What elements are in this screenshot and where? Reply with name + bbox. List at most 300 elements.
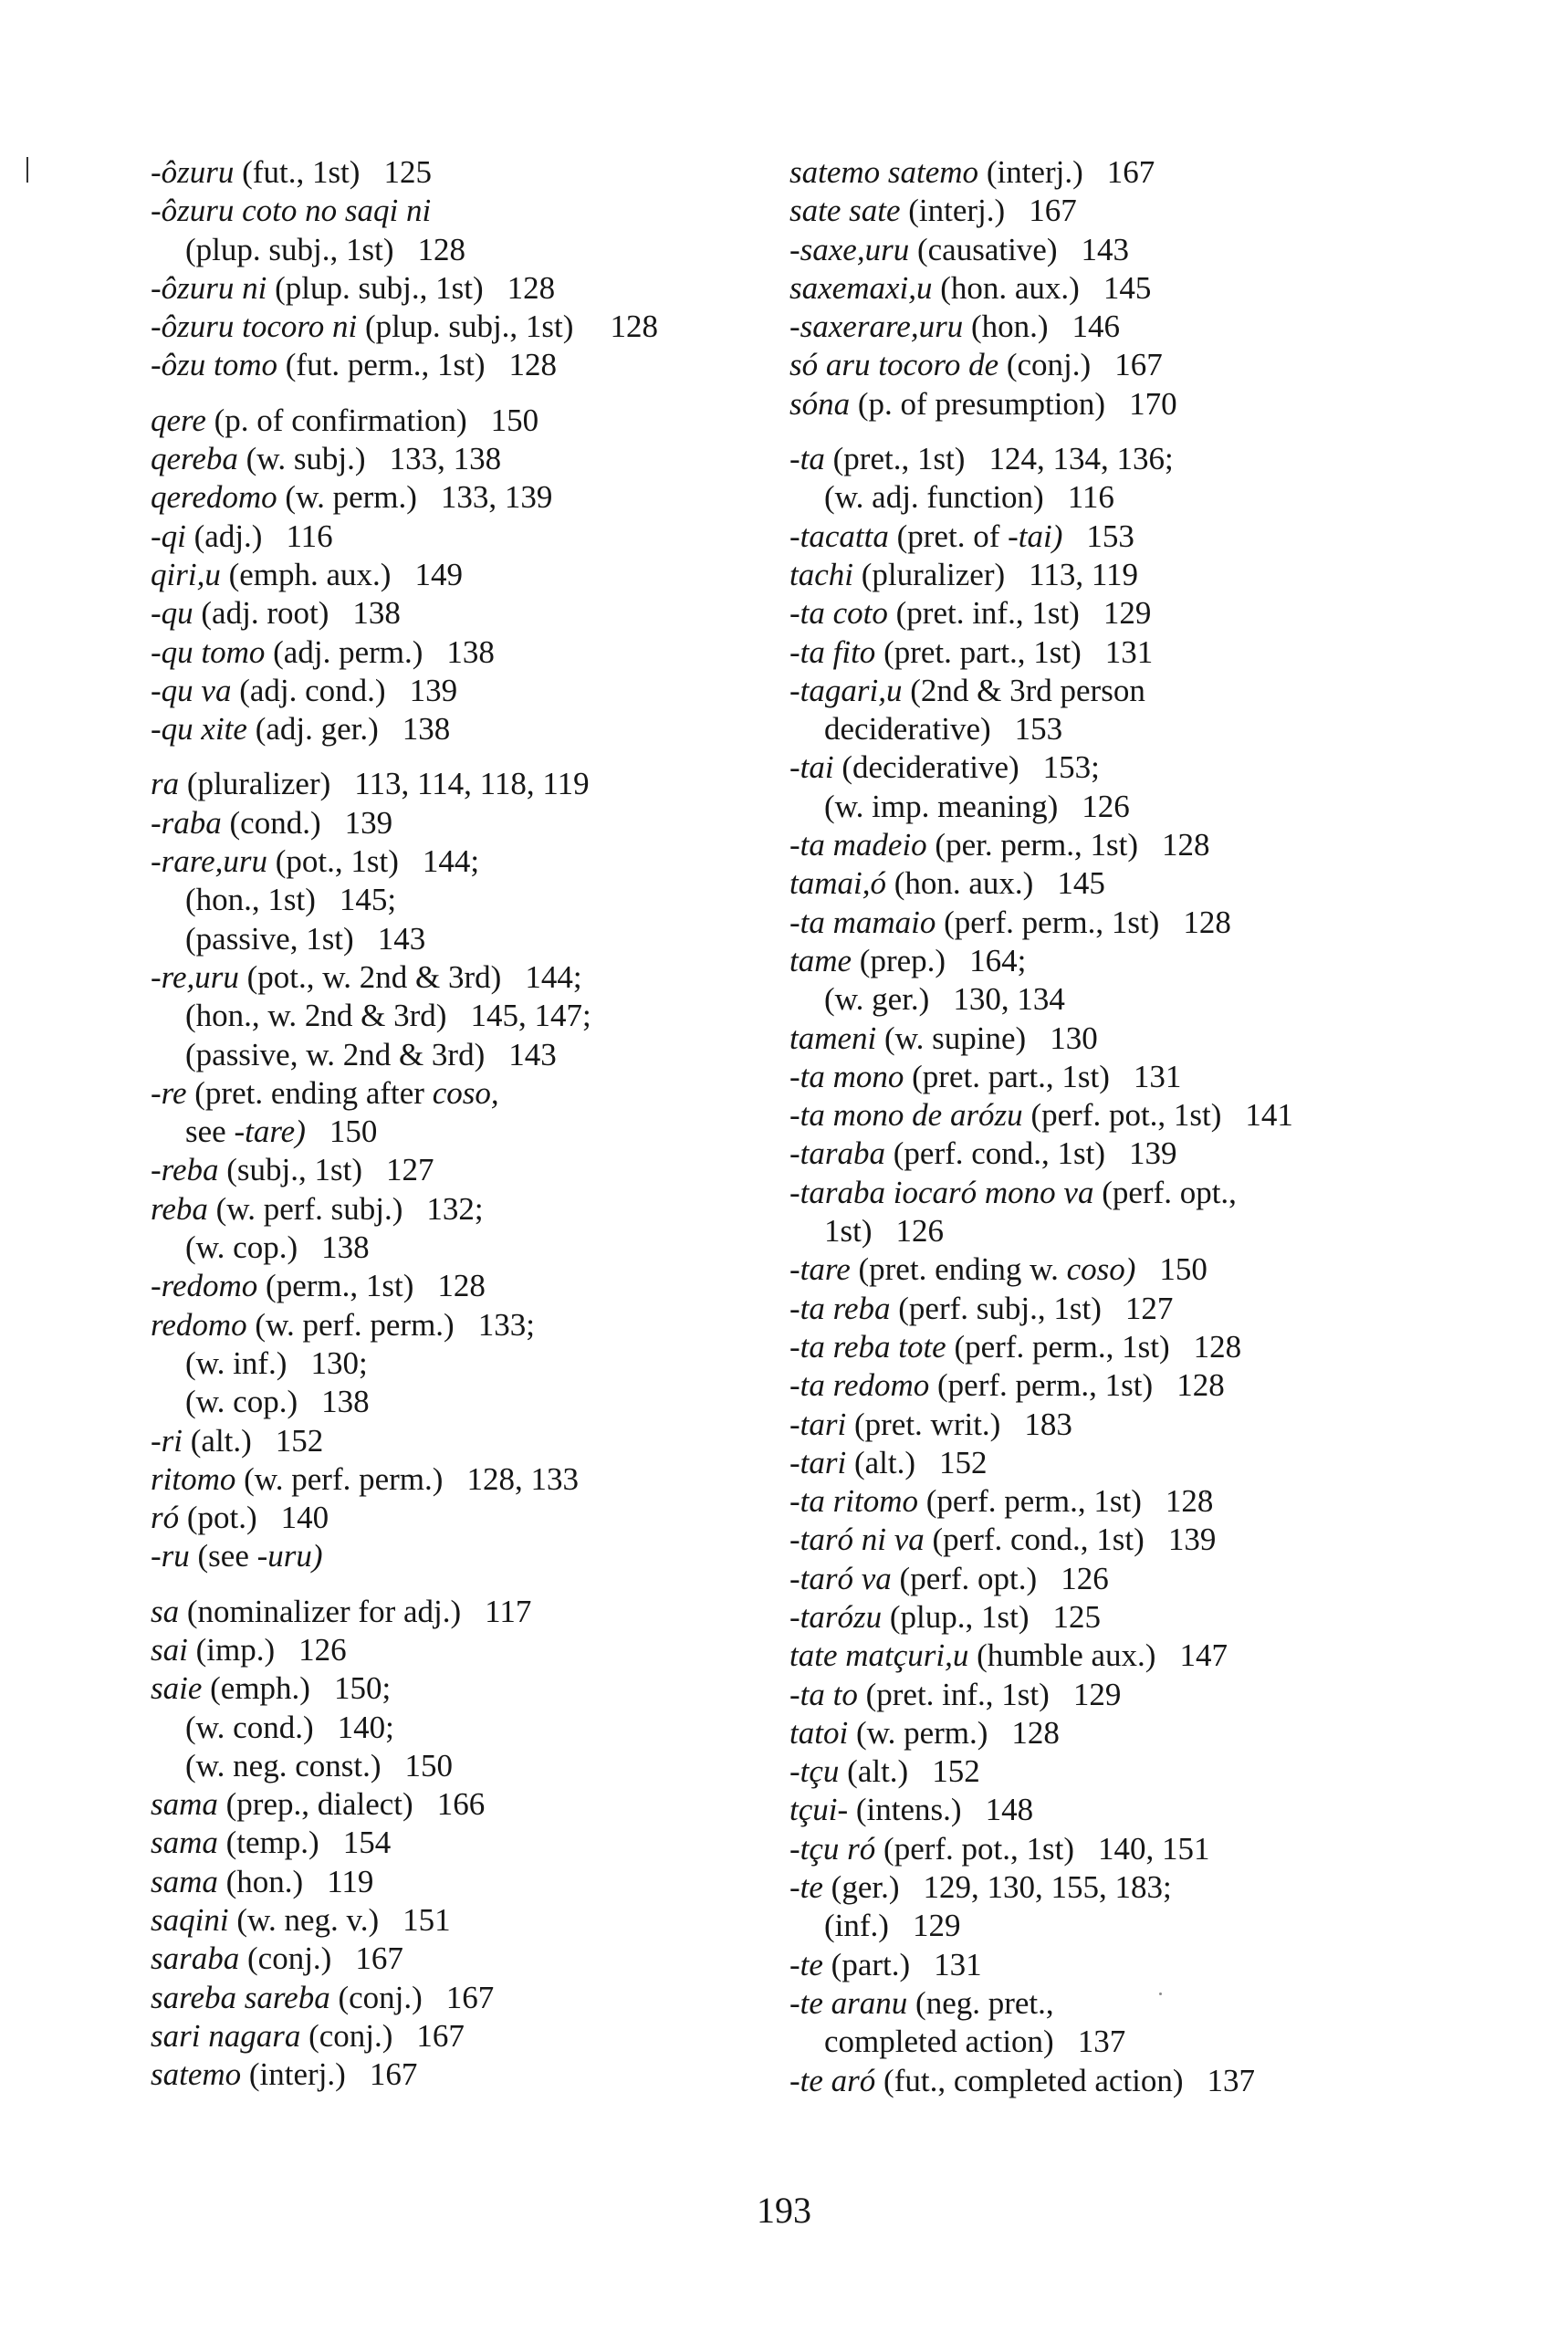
index-entry xyxy=(789,826,1538,864)
entry-reference: -tare) xyxy=(234,1114,306,1150)
entry-headword: -te xyxy=(789,1869,823,1906)
entry-pages: 126 xyxy=(895,1213,944,1250)
entry-pages: 154 xyxy=(342,1825,392,1861)
entry-pages: 149 xyxy=(414,556,463,592)
index-entry xyxy=(151,346,789,384)
entry-pages: 150 xyxy=(490,402,539,438)
entry-pages: 147 xyxy=(1179,1637,1228,1674)
index-entry xyxy=(151,710,789,748)
index-entry xyxy=(151,881,789,919)
entry-pages: 141 xyxy=(1245,1097,1293,1134)
entry-description: (w. subj.) xyxy=(246,441,366,477)
entry-headword: -raba xyxy=(151,804,222,841)
index-entry xyxy=(151,1113,789,1151)
index-entry xyxy=(789,1830,1538,1868)
index-entry xyxy=(151,1190,789,1229)
entry-description: (w. neg. v.) xyxy=(236,1902,380,1939)
entry-description: see xyxy=(185,1114,226,1150)
index-entry xyxy=(789,478,1538,517)
entry-pages: 143 xyxy=(1081,231,1129,267)
entry-description: (conj.) xyxy=(247,1940,332,1977)
entry-pages: 128 xyxy=(437,1268,486,1304)
entry-headword: -re xyxy=(151,1074,187,1111)
entry-headword: redomo xyxy=(151,1306,247,1343)
entry-headword: -ta redomo xyxy=(789,1367,930,1404)
entry-headword: -tçu xyxy=(789,1753,840,1790)
entry-headword: -ôzuru coto no saqi ni xyxy=(151,193,432,229)
entry-description: (deciderative) xyxy=(841,749,1019,786)
entry-pages: 153; xyxy=(1042,749,1100,786)
entry-headword: qeredomo xyxy=(151,479,277,516)
entry-pages: 183 xyxy=(1024,1406,1072,1442)
entry-pages: 137 xyxy=(1077,2024,1126,2060)
entry-description: (pret. part., 1st) xyxy=(883,633,1082,670)
entry-description: (w. ger.) xyxy=(824,981,930,1018)
index-entry xyxy=(789,748,1538,787)
entry-pages: 128 xyxy=(1011,1714,1060,1751)
entry-description: (perf. perm., 1st) xyxy=(954,1328,1170,1365)
index-entry xyxy=(789,1096,1538,1135)
index-entry xyxy=(151,842,789,881)
entry-headword: tachi xyxy=(789,556,853,592)
entry-description: (conj.) xyxy=(1006,347,1092,383)
index-entry xyxy=(151,1229,789,1267)
index-entry xyxy=(789,269,1538,308)
index-entry xyxy=(151,633,789,672)
entry-description: (adj. ger.) xyxy=(255,711,379,748)
entry-pages: 144; xyxy=(525,958,582,995)
entry-pages: 126 xyxy=(1082,788,1130,824)
index-entry xyxy=(789,556,1538,594)
entry-headword: -taró ni va xyxy=(789,1522,925,1558)
entry-pages: 125 xyxy=(383,154,432,190)
entry-headword: sama xyxy=(151,1863,218,1899)
index-entry xyxy=(789,942,1538,980)
index-entry xyxy=(789,308,1538,346)
index-entry xyxy=(151,804,789,842)
index-entry xyxy=(789,2062,1538,2100)
entry-headword: reba xyxy=(151,1190,208,1227)
entry-pages: 128 xyxy=(507,269,556,306)
entry-description: (pret. inf., 1st) xyxy=(865,1676,1050,1712)
margin-mark xyxy=(26,157,28,183)
index-entry xyxy=(789,1290,1538,1328)
entry-pages: 128, 133 xyxy=(466,1460,579,1497)
entry-description: (plup. subj., 1st) xyxy=(275,269,484,306)
index-entry xyxy=(789,1868,1538,1907)
entry-headword: saie xyxy=(151,1670,203,1707)
entry-headword: ró xyxy=(151,1500,180,1536)
index-entry xyxy=(789,1250,1538,1289)
entry-pages: 145 xyxy=(1057,865,1105,902)
index-entry xyxy=(789,2023,1538,2061)
entry-pages: 167 xyxy=(445,1979,495,2015)
index-entry xyxy=(151,1593,789,1631)
entry-headword: -te xyxy=(789,1946,823,1982)
index-entry xyxy=(151,1901,789,1940)
entry-pages: 138 xyxy=(321,1229,370,1266)
index-entry xyxy=(789,440,1538,478)
index-entry xyxy=(789,1482,1538,1521)
entry-headword: tatoi xyxy=(789,1714,849,1751)
entry-pages: 140 xyxy=(280,1500,329,1536)
index-entry xyxy=(789,1984,1538,2023)
entry-headword: -qi xyxy=(151,518,186,554)
entry-description: (per. perm., 1st) xyxy=(935,827,1138,863)
entry-description: (plup. subj., 1st) xyxy=(364,309,574,345)
index-entry xyxy=(789,1714,1538,1752)
entry-headword: qiri,u xyxy=(151,556,221,592)
entry-description: (conj.) xyxy=(308,2017,393,2054)
entry-headword: -ta mono de arózu xyxy=(789,1097,1023,1134)
index-entry xyxy=(789,1406,1538,1444)
entry-headword: sa xyxy=(151,1593,180,1629)
index-entry xyxy=(789,518,1538,556)
index-entry xyxy=(151,765,789,803)
entry-description: (cond.) xyxy=(229,804,321,841)
entry-headword: sai xyxy=(151,1631,188,1668)
entry-headword: -ta coto xyxy=(789,595,888,632)
entry-pages: 140, 151 xyxy=(1098,1830,1210,1867)
entry-headword: -tacatta xyxy=(789,518,889,554)
entry-headword: -ta fito xyxy=(789,633,876,670)
entry-pages: 116 xyxy=(1067,479,1114,516)
entry-description: (conj.) xyxy=(338,1979,423,2015)
index-entry xyxy=(789,1752,1538,1791)
entry-headword: saqini xyxy=(151,1902,229,1939)
entry-headword: -tari xyxy=(789,1444,847,1480)
entry-description: (pret., 1st) xyxy=(832,441,966,477)
index-entry xyxy=(151,231,789,269)
index-entry xyxy=(789,788,1538,826)
entry-description: (prep., dialect) xyxy=(225,1786,413,1823)
index-entry xyxy=(151,1383,789,1421)
entry-description: (w. imp. meaning) xyxy=(824,788,1059,824)
entry-description: (pot., w. 2nd & 3rd) xyxy=(246,958,502,995)
index-entry xyxy=(789,1174,1538,1212)
entry-headword: -saxe,uru xyxy=(789,231,910,267)
index-entry xyxy=(151,192,789,230)
index-entry xyxy=(151,1979,789,2017)
entry-pages: 167 xyxy=(369,2056,418,2093)
index-entry xyxy=(789,980,1538,1019)
entry-description: (w. adj. function) xyxy=(824,479,1044,516)
entry-headword: -qu va xyxy=(151,672,232,708)
index-entry xyxy=(151,1460,789,1499)
entry-pages: 139 xyxy=(1129,1135,1177,1172)
entry-description: (pret. part., 1st) xyxy=(912,1058,1110,1094)
index-entry xyxy=(151,1151,789,1189)
entry-pages: 167 xyxy=(416,2017,465,2054)
entry-description: (w. cop.) xyxy=(185,1229,298,1266)
entry-description: (imp.) xyxy=(195,1631,276,1668)
entry-description: (intens.) xyxy=(855,1792,962,1828)
entry-pages: 133, 139 xyxy=(440,479,553,516)
index-entry xyxy=(789,1521,1538,1559)
entry-description: 1st) xyxy=(824,1213,873,1250)
index-entry xyxy=(151,1499,789,1537)
index-entry xyxy=(151,997,789,1035)
entry-pages: 148 xyxy=(985,1792,1034,1828)
index-entry xyxy=(789,1328,1538,1366)
entry-description: (adj. root) xyxy=(201,595,329,632)
index-entry xyxy=(151,672,789,710)
entry-pages: 143 xyxy=(377,920,426,957)
entry-description: (perf. opt.) xyxy=(899,1560,1038,1596)
entry-headword: -tai xyxy=(789,749,834,786)
index-entry xyxy=(789,1676,1538,1714)
entry-description: (emph.) xyxy=(210,1670,310,1707)
entry-description: (passive, w. 2nd & 3rd) xyxy=(185,1036,486,1072)
entry-reference: -tai) xyxy=(1008,518,1063,554)
entry-description: (pluralizer) xyxy=(861,556,1006,592)
entry-description: (pret. ending after xyxy=(194,1074,424,1111)
entry-description: (w. perf. perm.) xyxy=(244,1460,444,1497)
entry-headword: sareba sareba xyxy=(151,1979,330,2015)
entry-headword: -ta mono xyxy=(789,1058,904,1094)
entry-pages: 130 xyxy=(1050,1020,1098,1056)
entry-description: (alt.) xyxy=(847,1753,909,1790)
index-entry xyxy=(789,1598,1538,1637)
entry-headword: sama xyxy=(151,1786,218,1823)
entry-pages: 150 xyxy=(1159,1251,1207,1288)
entry-description: (humble aux.) xyxy=(977,1637,1156,1674)
index-entry xyxy=(151,1709,789,1747)
entry-pages: 131 xyxy=(1133,1058,1182,1094)
entry-headword: -tari xyxy=(789,1406,847,1442)
entry-description: (alt.) xyxy=(190,1422,252,1459)
entry-headword: -saxerare,uru xyxy=(789,309,964,345)
index-entry xyxy=(789,864,1538,903)
index-entry xyxy=(789,1135,1538,1173)
entry-headword: -ta madeio xyxy=(789,827,927,863)
index-entry xyxy=(789,385,1538,424)
entry-headword: tate matçuri,u xyxy=(789,1637,969,1674)
entry-pages: 145; xyxy=(339,882,397,918)
entry-headword: -tarózu xyxy=(789,1598,883,1635)
entry-description: (interj.) xyxy=(248,2056,346,2093)
entry-pages: 153 xyxy=(1014,711,1063,748)
index-entry xyxy=(789,1637,1538,1675)
entry-headword: -ôzuru tocoro ni xyxy=(151,309,358,345)
index-entry xyxy=(151,269,789,308)
entry-description: (interj.) xyxy=(986,154,1083,190)
entry-pages: 133, 138 xyxy=(389,441,502,477)
index-entry xyxy=(789,633,1538,672)
entry-description: (perf. pot., 1st) xyxy=(883,1830,1075,1867)
entry-headword: -tagari,u xyxy=(789,672,903,708)
entry-description: (w. perf. perm.) xyxy=(255,1306,455,1343)
entry-pages: 143 xyxy=(508,1036,557,1072)
entry-pages: 129, 130, 155, 183; xyxy=(923,1869,1172,1906)
index-entry xyxy=(151,1747,789,1785)
entry-headword: -ta to xyxy=(789,1676,858,1712)
index-entry xyxy=(151,1537,789,1575)
entry-description: (pret. writ.) xyxy=(853,1406,1001,1442)
index-entry xyxy=(789,1366,1538,1405)
index-entry xyxy=(789,904,1538,942)
entry-description: completed action) xyxy=(824,2024,1054,2060)
entry-pages: 150 xyxy=(329,1114,378,1150)
entry-headword: sari nagara xyxy=(151,2017,301,2054)
index-entry xyxy=(151,556,789,594)
entry-headword: qere xyxy=(151,402,206,438)
index-entry xyxy=(151,308,789,346)
index-entry xyxy=(151,440,789,478)
entry-headword: sama xyxy=(151,1825,218,1861)
index-entry xyxy=(151,1863,789,1901)
entry-description: (pret. of xyxy=(896,518,1000,554)
entry-description: (perf. perm., 1st) xyxy=(944,904,1160,940)
entry-description: (plup., 1st) xyxy=(889,1598,1030,1635)
index-entry xyxy=(151,402,789,440)
entry-pages: 130, 134 xyxy=(953,981,1065,1018)
index-entry xyxy=(151,478,789,517)
index-entry xyxy=(789,192,1538,230)
entry-description: (plup. subj., 1st) xyxy=(185,231,394,267)
entry-headword: -ta mamaio xyxy=(789,904,936,940)
entry-headword: -taraba iocaró mono va xyxy=(789,1174,1094,1210)
entry-description: (p. of presumption) xyxy=(857,385,1106,422)
entry-description: (pret. inf., 1st) xyxy=(895,595,1080,632)
entry-description: (w. inf.) xyxy=(185,1344,287,1381)
entry-pages: 129 xyxy=(912,1908,961,1944)
entry-pages: 128 xyxy=(1162,827,1210,863)
index-entry xyxy=(151,958,789,997)
index-entry xyxy=(151,1306,789,1344)
entry-pages: 138 xyxy=(446,633,495,670)
entry-description: (perf. subj., 1st) xyxy=(898,1290,1102,1326)
entry-headword: -ôzuru xyxy=(151,154,235,190)
entry-description: (alt.) xyxy=(853,1444,916,1480)
index-entry xyxy=(151,518,789,556)
entry-headword: -taraba xyxy=(789,1135,885,1172)
entry-description: (hon., w. 2nd & 3rd) xyxy=(185,998,447,1034)
entry-description: (adj. perm.) xyxy=(273,633,423,670)
entry-pages: 128 xyxy=(508,347,557,383)
index-entry xyxy=(151,594,789,633)
entry-headword: -tçu ró xyxy=(789,1830,876,1867)
entry-pages: 152 xyxy=(275,1422,324,1459)
entry-pages: 128 xyxy=(417,231,465,267)
entry-headword: -tare xyxy=(789,1251,851,1288)
entry-reference: coso, xyxy=(432,1074,499,1111)
entry-pages: 152 xyxy=(939,1444,988,1480)
index-column-right xyxy=(789,153,1538,2100)
entry-description: (2nd & 3rd person xyxy=(910,672,1145,708)
entry-pages: 124, 134, 136; xyxy=(988,441,1174,477)
entry-pages: 128 xyxy=(1183,904,1231,940)
entry-headword: -te aranu xyxy=(789,1984,908,2021)
entry-description: (inf.) xyxy=(824,1908,889,1944)
entry-description: (nominalizer for adj.) xyxy=(186,1593,462,1629)
index-entry xyxy=(789,672,1538,710)
index-entry xyxy=(789,594,1538,633)
entry-description: (perm., 1st) xyxy=(266,1268,414,1304)
entry-headword: -ôzu tomo xyxy=(151,347,278,383)
entry-description: (w. cond.) xyxy=(185,1709,314,1745)
index-entry xyxy=(151,1267,789,1305)
entry-pages: 166 xyxy=(436,1786,486,1823)
entry-headword: -qu tomo xyxy=(151,633,266,670)
entry-description: (w. perm.) xyxy=(285,479,417,516)
entry-description: (perf. cond., 1st) xyxy=(893,1135,1106,1172)
entry-description: (hon., 1st) xyxy=(185,882,316,918)
entry-reference: coso) xyxy=(1066,1251,1136,1288)
entry-pages: 133; xyxy=(477,1306,535,1343)
entry-description: (temp.) xyxy=(225,1825,319,1861)
entry-description: (w. perm.) xyxy=(855,1714,988,1751)
entry-description: (perf. perm., 1st) xyxy=(925,1483,1142,1520)
entry-headword: sate sate xyxy=(789,193,901,229)
entry-headword: -ta ritomo xyxy=(789,1483,918,1520)
page-number: 193 xyxy=(757,2190,811,2231)
entry-headword: -ta reba tote xyxy=(789,1328,946,1365)
entry-pages: 139 xyxy=(1167,1522,1217,1558)
entry-pages: 129 xyxy=(1103,595,1152,632)
entry-headword: -qu xite xyxy=(151,711,247,748)
entry-pages: 152 xyxy=(932,1753,980,1790)
entry-description: (prep.) xyxy=(859,942,946,978)
entry-pages: 151 xyxy=(402,1902,451,1939)
entry-pages: 132; xyxy=(426,1190,484,1227)
entry-pages: 113, 119 xyxy=(1029,556,1139,592)
entry-pages: 119 xyxy=(327,1863,374,1899)
entry-headword: -redomo xyxy=(151,1268,258,1304)
entry-pages: 138 xyxy=(352,595,401,632)
entry-headword: -ta reba xyxy=(789,1290,891,1326)
entry-description: (part.) xyxy=(831,1946,911,1982)
entry-description: (fut., completed action) xyxy=(883,2062,1184,2098)
entry-description: deciderative) xyxy=(824,711,991,748)
index-column-left xyxy=(151,153,789,2095)
entry-pages: 131 xyxy=(1104,633,1154,670)
entry-headword: -taró va xyxy=(789,1560,892,1596)
entry-pages: 139 xyxy=(409,672,458,708)
entry-description: (passive, 1st) xyxy=(185,920,354,957)
entry-headword: -re,uru xyxy=(151,958,239,995)
entry-description: (adj.) xyxy=(193,518,263,554)
entry-reference: -uru) xyxy=(256,1538,323,1574)
entry-description: (interj.) xyxy=(908,193,1006,229)
entry-headword: -ru xyxy=(151,1538,190,1574)
entry-pages: 126 xyxy=(1061,1560,1109,1596)
index-entry xyxy=(789,1058,1538,1096)
entry-headword: sóna xyxy=(789,385,851,422)
index-entry xyxy=(151,1940,789,1978)
entry-description: (perf. pot., 1st) xyxy=(1030,1097,1222,1134)
entry-headword: só aru tocoro de xyxy=(789,347,999,383)
entry-pages: 146 xyxy=(1071,309,1121,345)
entry-pages: 167 xyxy=(1114,347,1163,383)
entry-pages: 145, 147; xyxy=(470,998,591,1034)
entry-description: (hon.) xyxy=(225,1863,304,1899)
index-entry xyxy=(789,1907,1538,1945)
entry-headword: saraba xyxy=(151,1940,240,1977)
index-entry xyxy=(151,920,789,958)
index-entry xyxy=(789,1444,1538,1482)
entry-pages: 116 xyxy=(286,518,333,554)
entry-headword: tçui- xyxy=(789,1792,849,1828)
entry-headword: -ôzuru ni xyxy=(151,269,267,306)
index-entry xyxy=(151,1422,789,1460)
index-entry xyxy=(151,153,789,192)
entry-headword: -te aró xyxy=(789,2062,876,2098)
entry-pages: 125 xyxy=(1052,1598,1102,1635)
index-entry xyxy=(151,1074,789,1113)
index-entry xyxy=(789,1560,1538,1598)
entry-pages: 137 xyxy=(1207,2062,1256,2098)
